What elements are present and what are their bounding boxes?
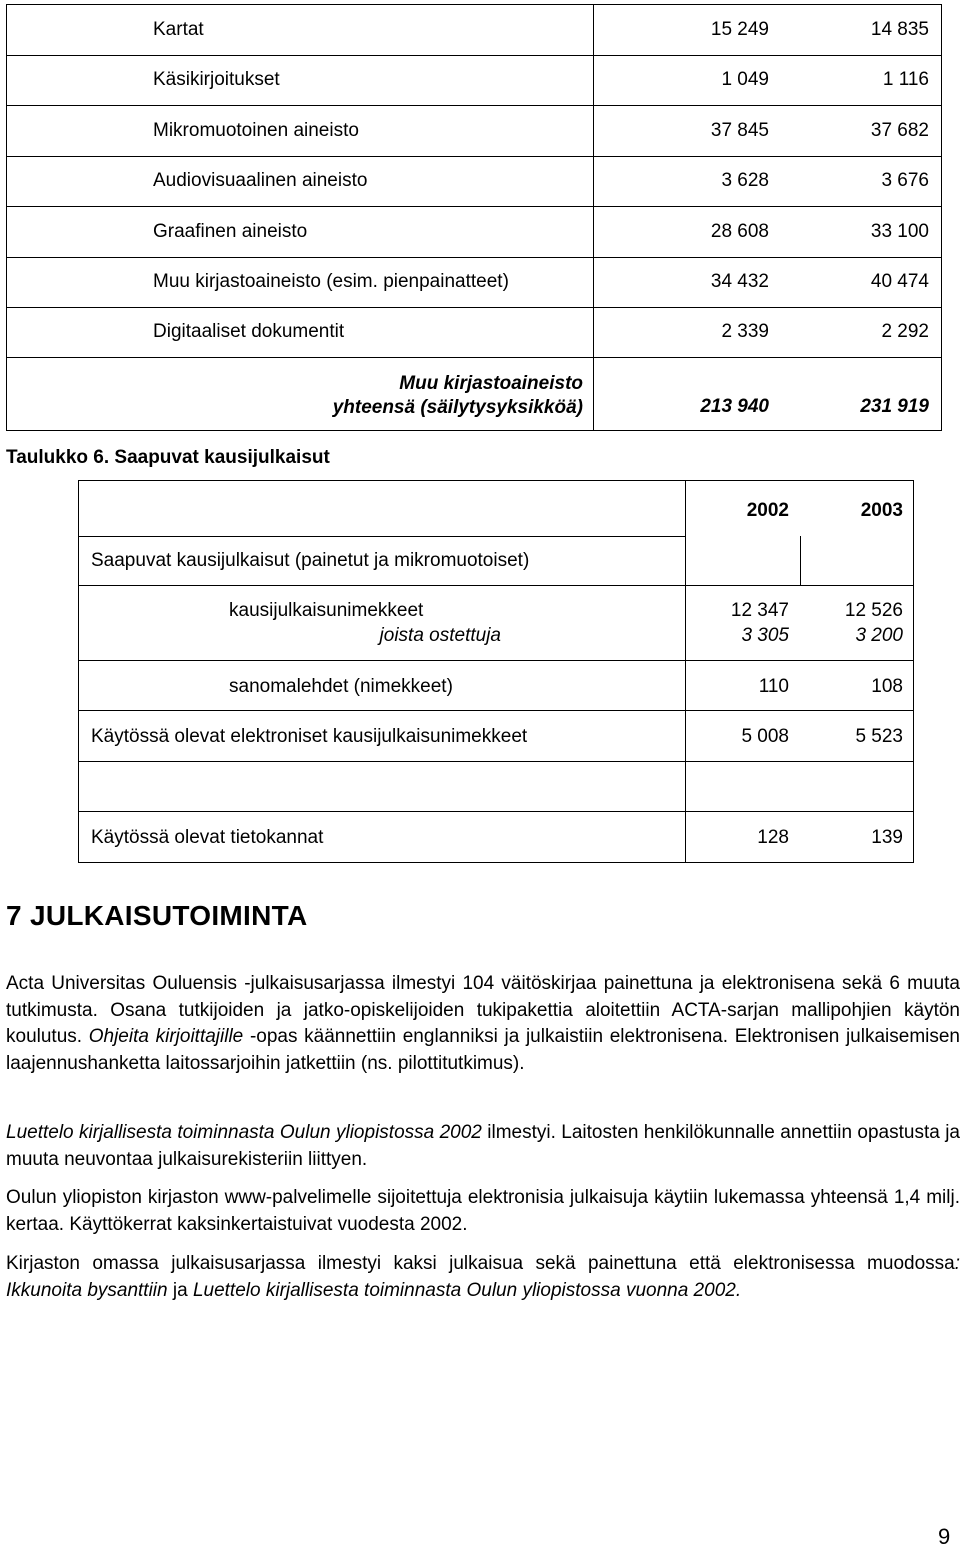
row-divider [79,536,685,537]
paragraph-3: Oulun yliopiston kirjaston www-palvelimelle sijoitettuja elektronisia julkaisuja käytiin lukemassa yhteensä 1,4 milj. kertaa. Käyttökerrat kaksinkertaistuivat vuodesta 2002. [6,1187,960,1235]
paragraph-4 [6,1251,960,1304]
value-2003: 14 835 [870,19,929,40]
row-divider [79,710,913,711]
publication-title: Luettelo kirjallisesta toiminnasta Oulun yliopistossa 2002 [6,1122,482,1143]
periodical-titles-label: kausijulkaisunimekkeet [229,600,424,621]
value-2002: 1 049 [721,69,769,90]
purchased-2002: 3 305 [741,625,789,646]
value-2003: 40 474 [870,271,929,292]
row-label: Muu kirjastoaineisto (esim. pienpainatteet) [153,271,509,292]
row-divider [79,811,913,812]
paragraph-text: ilmestyi. Laitosten henkilökunnalle annettiin opastusta ja muuta neuvontaa julkaisurekisteriin liittyen. [6,1122,960,1170]
column-divider [800,536,801,585]
purchased-label: joista ostettuja [379,625,501,646]
value-2003: 2 292 [881,321,929,342]
row-divider [79,660,913,661]
table-caption: Taulukko 6. Saapuvat kausijulkaisut [6,447,330,468]
row-label: Mikromuotoinen aineisto [153,120,359,141]
row-label: Graafinen aineisto [153,221,308,242]
paragraph-text: Acta Universitas Ouluensis -julkaisusarjassa ilmestyi 104 väitöskirjaa painettuna ja elektronisena sekä 6 muuta tutkimusta. Osana tutkijoiden ja jatko-opiskelijoiden tukipakettia aloitettiin ACTA-sarjan mallipohjien käytön koulutus. [6,973,960,1047]
purchased-2003: 3 200 [855,625,903,646]
table-row [7,257,941,307]
newspapers-2002: 110 [758,676,789,697]
value-2003: 3 676 [881,170,929,191]
table-row [7,106,941,156]
databases-2002: 128 [757,827,789,848]
periodical-titles-2002: 12 347 [730,600,789,621]
total-value-2002: 213 940 [700,396,769,417]
page-number: 9 [938,1524,951,1549]
value-2002: 28 608 [710,221,769,242]
row-label: Käsikirjoitukset [153,69,280,90]
paragraph-text: -opas käännettiin englanniksi ja julkaistiin elektronisena. Elektronisen julkaisemisen laajennushanketta laitossarjoihin jatkettiin (ns. pilottitutkimus). [6,1026,960,1074]
table-row [7,55,941,105]
total-row [7,357,941,432]
paragraph-text: ja [167,1279,193,1301]
table-row [7,207,941,257]
row-label: Digitaaliset dokumentit [153,321,345,342]
publication-title: Ohjeita kirjoittajille [88,1026,244,1047]
electronic-periodicals-2002: 5 008 [741,726,789,747]
header-2003: 2003 [860,500,903,521]
value-2003: 1 116 [882,69,929,90]
periodical-titles-2003: 12 526 [844,600,903,621]
databases-2003: 139 [871,827,903,848]
publication-title: : Ikkunoita bysanttiin [6,1253,960,1301]
total-label [7,372,583,420]
databases-label: Käytössä olevat tietokannat [91,827,324,848]
electronic-periodicals-2003: 5 523 [855,726,903,747]
newspapers-label: sanomalehdet (nimekkeet) [229,676,453,697]
value-2002: 3 628 [721,170,769,191]
table-row [7,156,941,206]
value-2002: 34 432 [710,271,769,292]
row-divider [79,761,913,762]
value-2002: 15 249 [710,19,769,40]
header-2002: 2002 [746,500,789,521]
value-2002: 2 339 [721,321,769,342]
paragraph-text: Kirjaston omassa julkaisusarjassa ilmestyi kaksi julkaisua sekä painettuna että elektronisessa muodossa [6,1253,955,1274]
section-label: Saapuvat kausijulkaisut (painetut ja mikromuotoiset) [91,550,530,571]
value-2003: 37 682 [870,120,929,141]
row-label: Audiovisuaalinen aineisto [153,170,368,191]
value-2003: 33 100 [870,221,929,242]
publication-title: Luettelo kirjallisesta toiminnasta Oulun yliopistossa vuonna 2002. [192,1279,742,1301]
total-value-2003: 231 919 [860,396,929,417]
table-row [7,5,941,55]
newspapers-2003: 108 [871,676,903,697]
row-divider [79,585,913,586]
total-label-line1: Muu kirjastoaineisto [399,373,583,394]
value-2002: 37 845 [710,120,769,141]
section-heading: 7 JULKAISUTOIMINTA [6,900,308,931]
table-row [7,307,941,357]
electronic-periodicals-label: Käytössä olevat elektroniset kausijulkaisunimekkeet [91,726,528,747]
paragraph-2 [6,1120,960,1173]
library-material-table [6,4,942,431]
periodicals-table [78,480,914,863]
total-label-line2: yhteensä (säilytysyksikköä) [332,397,583,418]
column-divider [685,481,686,862]
row-label: Kartat [153,19,204,40]
paragraph-1 [6,971,960,1077]
